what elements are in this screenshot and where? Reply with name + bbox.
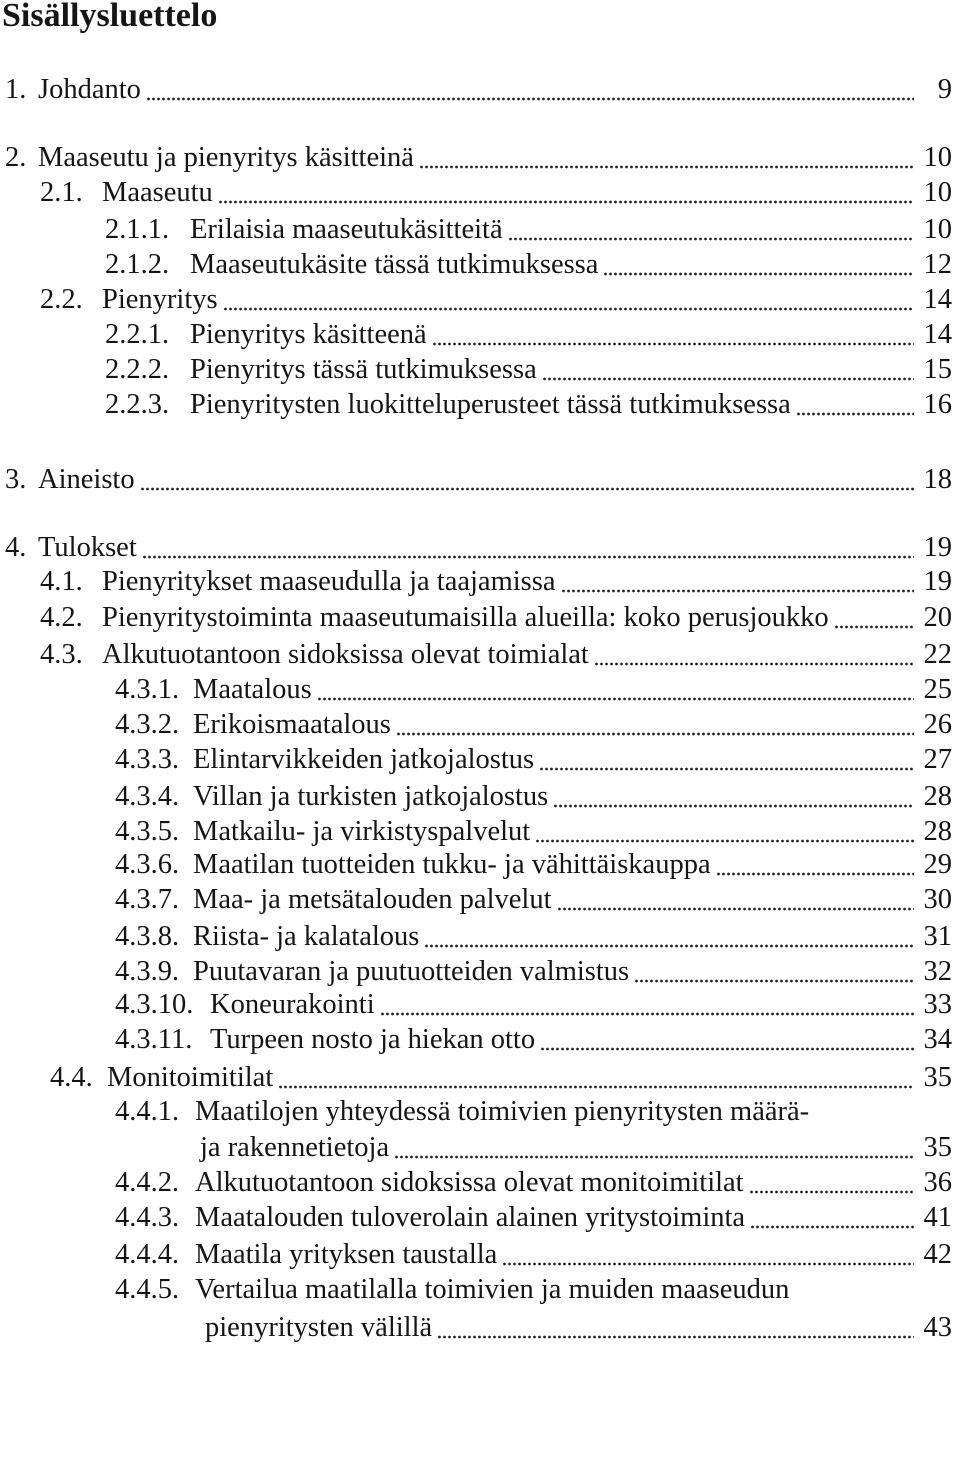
toc-entry [105, 356, 952, 385]
entry-title: Pienyritys käsitteenä [190, 319, 427, 350]
dot-leader [557, 907, 915, 911]
toc-entry [115, 851, 952, 880]
toc-entry [115, 818, 952, 847]
entry-number: 4.4. [50, 1062, 93, 1093]
toc-entry [5, 76, 952, 105]
entry-page: 33 [923, 989, 952, 1020]
entry-number: 2.1. [40, 177, 83, 208]
dot-leader [796, 412, 914, 416]
entry-title-continuation: ja rakennetietoja [200, 1132, 390, 1163]
dot-leader [834, 625, 914, 629]
entry-page: 20 [923, 602, 952, 633]
entry-number: 4.3. [40, 639, 83, 670]
entry-number: 4.4.5. [115, 1274, 180, 1305]
entry-page: 10 [923, 177, 952, 208]
entry-number: 4.3.11. [115, 1024, 193, 1055]
toc-entry [40, 641, 952, 670]
dot-leader [539, 767, 914, 771]
entry-number: 4.3.5. [115, 816, 180, 847]
entry-page: 34 [923, 1024, 952, 1055]
entry-title: Maaseutu ja pienyritys käsitteinä [38, 142, 414, 173]
entry-page: 42 [923, 1239, 952, 1270]
toc-entry [105, 216, 952, 245]
entry-title: Tulokset [38, 532, 137, 563]
entry-page: 35 [923, 1132, 952, 1163]
dot-leader [502, 1262, 914, 1266]
entry-title: Elintarvikkeiden jatkojalostus [193, 744, 535, 775]
dot-leader [535, 839, 914, 843]
page-title: Sisällysluettelo [2, 0, 218, 34]
dot-leader [542, 377, 914, 381]
entry-title: Maatila yrityksen taustalla [195, 1239, 498, 1270]
entry-page: 10 [923, 142, 952, 173]
entry-title: Villan ja turkisten jatkojalostus [193, 781, 549, 812]
entry-page: 10 [923, 214, 952, 245]
entry-title: Aineisto [38, 464, 135, 495]
dot-leader [419, 165, 914, 169]
entry-title: Maatalous [193, 674, 312, 705]
toc-entry [5, 466, 952, 495]
entry-page: 14 [923, 319, 952, 350]
entry-page: 27 [923, 744, 952, 775]
entry-title: Vertailua maatilalla toimivien ja muiden maaseudun [195, 1274, 790, 1305]
entry-number: 2.1.1. [105, 214, 170, 245]
entry-title: Riista- ja kalatalous [193, 921, 420, 952]
dot-leader [396, 732, 914, 736]
toc-entry [105, 251, 952, 280]
entry-title: Turpeen nosto ja hiekan otto [210, 1024, 536, 1055]
entry-number: 4.2. [40, 602, 83, 633]
dot-leader [594, 662, 914, 666]
toc-entry [115, 1026, 952, 1055]
entry-page: 29 [923, 849, 952, 880]
entry-title: Erikoismaatalous [193, 709, 391, 740]
entry-title: Maatilojen yhteydessä toimivien pienyritysten määrä- [195, 1096, 810, 1127]
dot-leader [553, 804, 914, 808]
entry-title: Monitoimitilat [107, 1062, 274, 1093]
entry-title: Koneurakointi [210, 989, 375, 1020]
entry-number: 1. [5, 74, 27, 105]
entry-number: 3. [5, 464, 27, 495]
entry-number: 2.2.2. [105, 354, 170, 385]
toc-entry [115, 1169, 952, 1198]
dot-leader [223, 307, 914, 311]
entry-number: 4.3.8. [115, 921, 180, 952]
entry-page: 15 [923, 354, 952, 385]
entry-page: 30 [923, 884, 952, 915]
entry-title: Johdanto [38, 74, 141, 105]
entry-page: 36 [923, 1167, 952, 1198]
entry-page: 16 [923, 389, 952, 420]
entry-title: Pienyritysten luokitteluperusteet tässä tutkimuksessa [190, 389, 791, 420]
entry-number: 4.4.1. [115, 1096, 180, 1127]
dot-leader [394, 1155, 914, 1159]
entry-title-continuation: pienyritysten välillä [205, 1312, 433, 1343]
dot-leader [634, 979, 914, 983]
entry-page: 41 [923, 1202, 952, 1233]
entry-page: 32 [923, 956, 952, 987]
entry-number: 4.3.4. [115, 781, 180, 812]
entry-page: 18 [923, 464, 952, 495]
dot-leader [146, 97, 914, 101]
entry-page: 22 [923, 639, 952, 670]
entry-title: Pienyritystoiminta maaseutumaisilla alueilla: koko perusjoukko [102, 602, 829, 633]
entry-page: 19 [923, 532, 952, 563]
entry-number: 4.3.1. [115, 674, 180, 705]
toc-entry [40, 286, 952, 315]
toc-entry-continuation [205, 1314, 952, 1343]
entry-number: 4.3.2. [115, 709, 180, 740]
entry-title: Pienyritykset maaseudulla ja taajamissa [102, 566, 556, 597]
entry-number: 4.3.9. [115, 956, 180, 987]
entry-number: 4.1. [40, 566, 83, 597]
entry-title: Pienyritys tässä tutkimuksessa [190, 354, 537, 385]
toc-entry [5, 534, 952, 563]
toc-entry [105, 321, 952, 350]
entry-number: 4. [5, 532, 27, 563]
entry-title: Matkailu- ja virkistyspalvelut [193, 816, 531, 847]
entry-number: 2.1.2. [105, 249, 170, 280]
entry-number: 2.2.3. [105, 389, 170, 420]
entry-number: 4.3.7. [115, 884, 180, 915]
entry-title: Maaseutukäsite tässä tutkimuksessa [190, 249, 599, 280]
entry-page: 26 [923, 709, 952, 740]
entry-title: Puutavaran ja puutuotteiden valmistus [193, 956, 630, 987]
dot-leader [508, 237, 914, 241]
dot-leader [380, 1012, 914, 1016]
dot-leader [716, 872, 914, 876]
entry-page: 19 [923, 566, 952, 597]
dot-leader [278, 1085, 914, 1089]
toc-entry [40, 604, 952, 633]
toc-entry [115, 886, 952, 915]
dot-leader [218, 200, 914, 204]
toc-entry-continuation [200, 1134, 952, 1163]
entry-page: 25 [923, 674, 952, 705]
entry-page: 28 [923, 816, 952, 847]
toc-entry [115, 1098, 952, 1127]
entry-number: 4.3.6. [115, 849, 180, 880]
entry-page: 35 [923, 1062, 952, 1093]
entry-title: Erilaisia maaseutukäsitteitä [190, 214, 503, 245]
entry-number: 4.4.2. [115, 1167, 180, 1198]
toc-entry [115, 783, 952, 812]
toc-entry [5, 144, 952, 173]
entry-title: Maaseutu [102, 177, 213, 208]
toc-entry [115, 991, 952, 1020]
toc-entry [115, 1241, 952, 1270]
entry-page: 12 [923, 249, 952, 280]
toc-entry [50, 1064, 952, 1093]
entry-page: 9 [937, 74, 952, 105]
dot-leader [142, 555, 914, 559]
toc-entry [115, 746, 952, 775]
entry-title: Alkutuotantoon sidoksissa olevat monitoimitilat [195, 1167, 744, 1198]
dot-leader [424, 944, 914, 948]
dot-leader [317, 697, 914, 701]
toc-entry [40, 568, 952, 597]
entry-page: 28 [923, 781, 952, 812]
entry-page: 43 [923, 1312, 952, 1343]
toc-entry [115, 1276, 952, 1305]
entry-number: 2. [5, 142, 27, 173]
dot-leader [603, 272, 914, 276]
toc-entry [115, 1204, 952, 1233]
entry-title: Alkutuotantoon sidoksissa olevat toimialat [102, 639, 589, 670]
entry-title: Pienyritys [102, 284, 218, 315]
entry-number: 4.3.3. [115, 744, 180, 775]
entry-number: 2.2. [40, 284, 83, 315]
toc-entry [105, 391, 952, 420]
dot-leader [561, 589, 915, 593]
entry-number: 4.4.4. [115, 1239, 180, 1270]
entry-number: 4.4.3. [115, 1202, 180, 1233]
dot-leader [750, 1225, 914, 1229]
dot-leader [432, 342, 914, 346]
dot-leader [140, 487, 914, 491]
dot-leader [437, 1335, 914, 1339]
entry-number: 4.3.10. [115, 989, 194, 1020]
dot-leader [540, 1047, 914, 1051]
toc-entry [115, 923, 952, 952]
entry-title: Maa- ja metsätalouden palvelut [193, 884, 552, 915]
entry-page: 31 [923, 921, 952, 952]
dot-leader [749, 1190, 914, 1194]
entry-title: Maatalouden tuloverolain alainen yritystoiminta [195, 1202, 746, 1233]
entry-number: 2.2.1. [105, 319, 170, 350]
toc-entry [40, 179, 952, 208]
entry-title: Maatilan tuotteiden tukku- ja vähittäiskauppa [193, 849, 711, 880]
entry-page: 14 [923, 284, 952, 315]
toc-entry [115, 958, 952, 987]
toc-entry [115, 711, 952, 740]
toc-entry [115, 676, 952, 705]
